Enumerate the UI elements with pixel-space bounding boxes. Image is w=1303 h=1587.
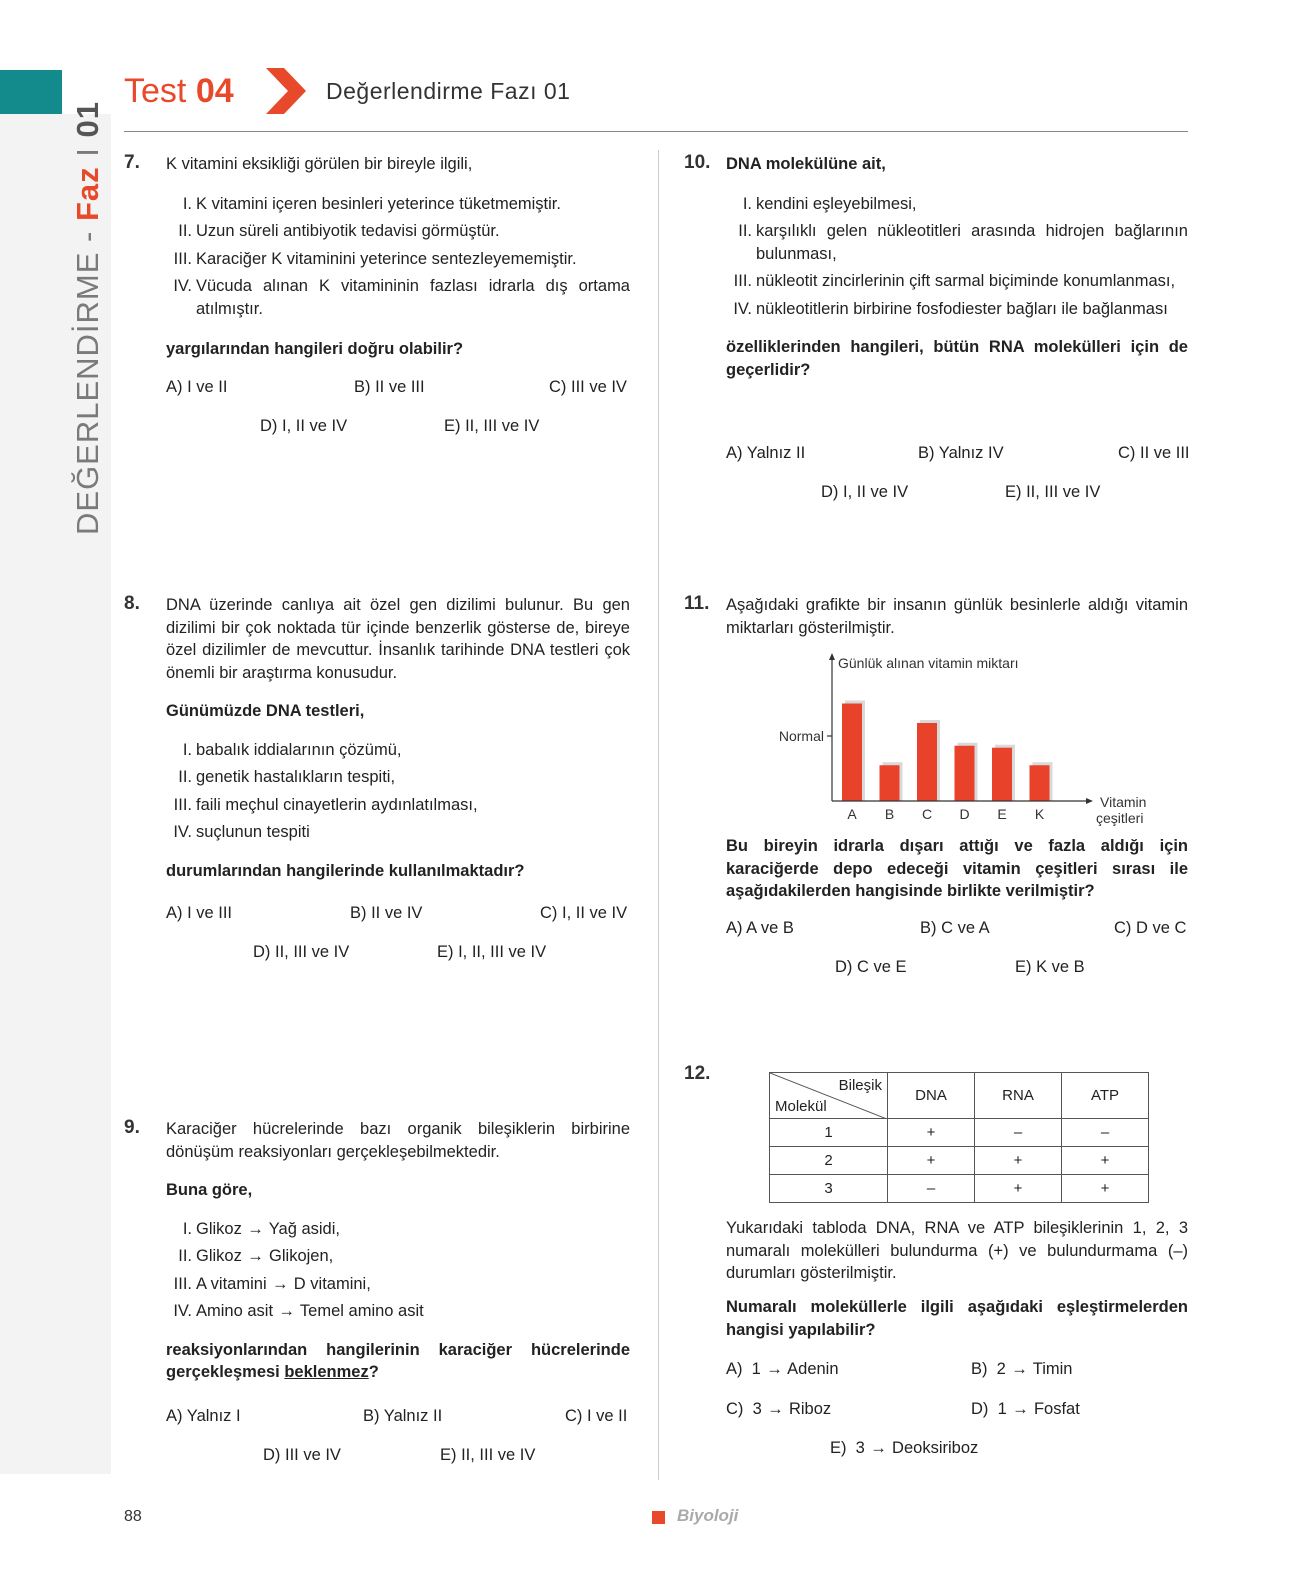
q8-number: 8.: [124, 593, 140, 614]
q10-intro: DNA molekülüne ait,: [726, 155, 886, 173]
q11-option-a[interactable]: A) A ve B: [726, 919, 794, 937]
arrow-right-icon: →: [247, 1247, 264, 1265]
q9-number: 9.: [124, 1117, 140, 1138]
q11-option-d[interactable]: D) C ve E: [835, 958, 907, 976]
q7-item-2: II. Uzun süreli antibiyotik tedavisi görmüştür.: [178, 222, 500, 240]
table-header-rna: RNA: [975, 1073, 1062, 1119]
q7-item-4: IV. Vücuda alınan K vitamininin fazlası idrarla dış ortama atılmıştır.: [173, 277, 630, 318]
bar-c: [917, 723, 937, 801]
q10-stem: özelliklerinden hangileri, bütün RNA molekülleri için de geçerlidir?: [726, 338, 1188, 379]
q9-option-c[interactable]: C) I ve II: [565, 1407, 628, 1425]
q8-intro: DNA üzerinde canlıya ait özel gen dizilimi bulunur. Bu gen dizilimi bir çok noktada tür içinde benzerlik gösterse de, bireye özel dizilimler de mevcuttur. İnsanlık tarihinde DNA testleri çok önemli bir araştırma konusudur.: [166, 596, 630, 682]
q10-option-c[interactable]: C) II ve III: [1118, 444, 1190, 462]
table-row: 2 + + +: [770, 1147, 1149, 1175]
q8-option-b[interactable]: B) II ve IV: [350, 904, 423, 922]
q10-option-a[interactable]: A) Yalnız II: [726, 444, 806, 462]
q9-item-4: IV. Amino asit → Temel amino asit: [166, 1300, 630, 1323]
q9-stem-emphasis: beklenmez: [284, 1363, 369, 1381]
x-axis-label-line2: çeşitleri: [1096, 810, 1144, 826]
arrow-right-icon: →: [870, 1439, 887, 1457]
q11-stem: Bu bireyin idrarla dışarı attığı ve fazla aldığı için karaciğerde depo edeceği vitamin çeşitleri sırası ile aşağıdakilerden hangisinde birlikte verilmiştir?: [726, 837, 1188, 900]
x-axis-arrow-icon: [1086, 798, 1093, 804]
q8-option-a[interactable]: A) I ve III: [166, 904, 233, 922]
q11-option-b[interactable]: B) C ve A: [920, 919, 990, 937]
q8-item-1: I. babalık iddialarının çözümü,: [182, 740, 402, 759]
side-label-sep: I: [70, 137, 105, 167]
q9-item-3: III. A vitamini → D vitamini,: [166, 1273, 630, 1296]
q7-option-d[interactable]: D) I, II ve IV: [260, 417, 348, 435]
q7-option-e[interactable]: E) II, III ve IV: [444, 417, 540, 435]
arrow-right-icon: →: [766, 1360, 783, 1378]
test-number: 04: [195, 72, 234, 110]
q10: [726, 153, 1188, 381]
q12-option-a[interactable]: A) 1 → Adenin: [726, 1360, 839, 1378]
q10-number: 10.: [684, 152, 711, 173]
vitamin-bar-chart: [760, 650, 1160, 830]
table-corner-cell: [770, 1073, 888, 1119]
q9-lead: Buna göre,: [166, 1181, 253, 1199]
q7-stem: yargılarından hangileri doğru olabilir?: [166, 340, 464, 358]
q9-option-e[interactable]: E) II, III ve IV: [440, 1446, 536, 1464]
table-row: 3 – + +: [770, 1175, 1149, 1203]
q7-option-c[interactable]: C) III ve IV: [549, 378, 627, 396]
x-axis-label-line1: Vitamin: [1100, 794, 1147, 810]
arrow-right-icon: →: [271, 1274, 289, 1293]
table-header-dna: DNA: [888, 1073, 975, 1119]
q7-number: 7.: [124, 152, 140, 173]
q12-number: 12.: [684, 1063, 711, 1084]
bar-b: [880, 765, 900, 801]
y-axis-label: Günlük alınan vitamin miktarı: [838, 655, 1019, 671]
q11-option-e[interactable]: E) K ve B: [1015, 958, 1085, 976]
table-header-atp: ATP: [1062, 1073, 1149, 1119]
arrow-right-icon: →: [278, 1302, 295, 1320]
x-tick-label-d: D: [959, 806, 970, 822]
q9-intro: Karaciğer hücrelerinde bazı organik bileşiklerin birbirine dönüşüm reaksiyonları gerçekleşebilmektedir.: [166, 1120, 630, 1161]
page-number: 88: [124, 1508, 142, 1525]
q9-item-2: II. Glikoz → Glikojen,: [166, 1245, 630, 1268]
arrow-right-icon: →: [1011, 1360, 1028, 1378]
x-tick-label-a: A: [847, 806, 857, 822]
q8-items: [166, 739, 630, 844]
q10-item-4: IV. nükleotitlerin birbirine fosfodiester bağları ile bağlanması: [733, 299, 1168, 318]
side-label-text: DEĞERLENDİRME -: [70, 221, 105, 535]
q9-option-a[interactable]: A) Yalnız I: [166, 1407, 241, 1425]
q8-option-c[interactable]: C) I, II ve IV: [540, 904, 628, 922]
table-corner-top: Bileşik: [838, 1077, 882, 1094]
q8-lead: Günümüzde DNA testleri,: [166, 702, 365, 720]
x-tick-label-b: B: [884, 806, 895, 822]
q9-item-1: I. Glikoz → Yağ asidi,: [166, 1218, 630, 1241]
arrow-right-icon: →: [247, 1219, 264, 1238]
bar-d: [955, 746, 975, 801]
q8-option-d[interactable]: D) II, III ve IV: [253, 943, 350, 961]
header-tab-bar: [0, 70, 62, 114]
y-axis-arrow-icon: [829, 653, 835, 660]
q7-option-a[interactable]: A) I ve II: [166, 378, 228, 396]
q11-number: 11.: [684, 593, 710, 614]
page-title: Değerlendirme Fazı 01: [326, 78, 571, 104]
q9-stem: reaksiyonlarından hangilerinin karaciğer hücrelerinde gerçekleşmesi beklenmez?: [166, 1340, 630, 1381]
q7-intro: K vitamini eksikliği görülen bir bireyle ilgili,: [166, 155, 473, 173]
subject-label: Biyoloji: [677, 1506, 739, 1525]
q8-option-e[interactable]: E) I, II, III ve IV: [437, 943, 547, 961]
q9-option-d[interactable]: D) III ve IV: [263, 1446, 341, 1464]
q12-table-wrap: [769, 1072, 1149, 1203]
q10-item-3: III. nükleotit zincirlerinin çift sarmal biçiminde konumlanması,: [733, 272, 1176, 290]
header-divider: [124, 131, 1188, 132]
q8-item-4: IV. suçlunun tespiti: [173, 823, 310, 841]
q12-table: [769, 1072, 1149, 1203]
x-tick-label-c: C: [921, 806, 933, 822]
q10-option-d[interactable]: D) I, II ve IV: [821, 483, 909, 501]
side-label-faz: Faz: [70, 166, 105, 222]
q7-item-1: I. K vitamini içeren besinleri yeterince tüketmemiştir.: [182, 194, 561, 213]
chart-bars: [842, 701, 1053, 802]
test-word: Test: [124, 72, 187, 110]
q9-option-b[interactable]: B) Yalnız II: [363, 1407, 443, 1425]
q12-option-e[interactable]: E) 3 → Deoksiriboz: [830, 1439, 979, 1457]
bar-a: [842, 704, 862, 802]
q12-option-b[interactable]: B) 2 → Timin: [971, 1360, 1073, 1378]
test-label: [124, 72, 234, 111]
q7-option-b[interactable]: B) II ve III: [354, 378, 425, 396]
bar-k: [1030, 765, 1050, 801]
q10-option-b[interactable]: B) Yalnız IV: [918, 444, 1004, 462]
side-label-number: 01: [70, 101, 105, 138]
table-corner-bottom: Molekül: [775, 1098, 827, 1115]
q12-option-c[interactable]: C) 3 → Riboz: [726, 1400, 832, 1418]
q12-option-d[interactable]: D) 1 → Fosfat: [971, 1400, 1080, 1418]
q10-items: [726, 193, 1188, 321]
q12-intro: Yukarıdaki tabloda DNA, RNA ve ATP bileşiklerinin 1, 2, 3 numaralı molekülleri bulundurma (+) ve bulundurmama (–) durumları gösterilmiştir.: [726, 1219, 1188, 1282]
q8-item-2: II. genetik hastalıkların tespiti,: [178, 768, 396, 786]
q10-item-1: I. kendini eşleyebilmesi,: [742, 194, 917, 213]
x-tick-label-k: K: [1034, 806, 1045, 822]
q8: [166, 594, 630, 882]
table-row: 1 + – –: [770, 1119, 1149, 1147]
q7-items: [166, 193, 630, 321]
q7: [166, 153, 630, 361]
normal-label: Normal: [778, 728, 824, 744]
q11-option-c[interactable]: C) D ve C: [1114, 919, 1187, 937]
q9: [166, 1118, 630, 1384]
arrow-right-icon: →: [1012, 1400, 1029, 1418]
q10-option-e[interactable]: E) II, III ve IV: [1005, 483, 1101, 501]
q11-intro: Aşağıdaki grafikte bir insanın günlük besinlerle aldığı vitamin miktarları gösterilmiştir.: [726, 596, 1188, 637]
chevron-right-icon: [266, 68, 306, 114]
q9-items: [166, 1218, 630, 1323]
q8-item-3: III. faili meçhul cinayetlerin aydınlatılması,: [173, 795, 478, 814]
column-divider: [658, 150, 659, 1480]
bar-e: [992, 748, 1012, 801]
q10-item-2: II. karşılıklı gelen nükleotitleri arasında hidrojen bağlarının bulunması,: [738, 222, 1188, 263]
q12-stem: Numaralı moleküllerle ilgili aşağıdaki eşleştirmelerden hangisi yapılabilir?: [726, 1298, 1188, 1339]
x-tick-label-e: E: [997, 806, 1007, 822]
chart-tick-labels: [847, 806, 1045, 822]
q7-item-3: III. Karaciğer K vitaminini yeterince sentezleyememiştir.: [173, 249, 577, 268]
q8-stem: durumlarından hangilerinde kullanılmaktadır?: [166, 861, 525, 880]
arrow-right-icon: →: [767, 1400, 784, 1418]
subject-square-icon: [652, 1511, 665, 1524]
